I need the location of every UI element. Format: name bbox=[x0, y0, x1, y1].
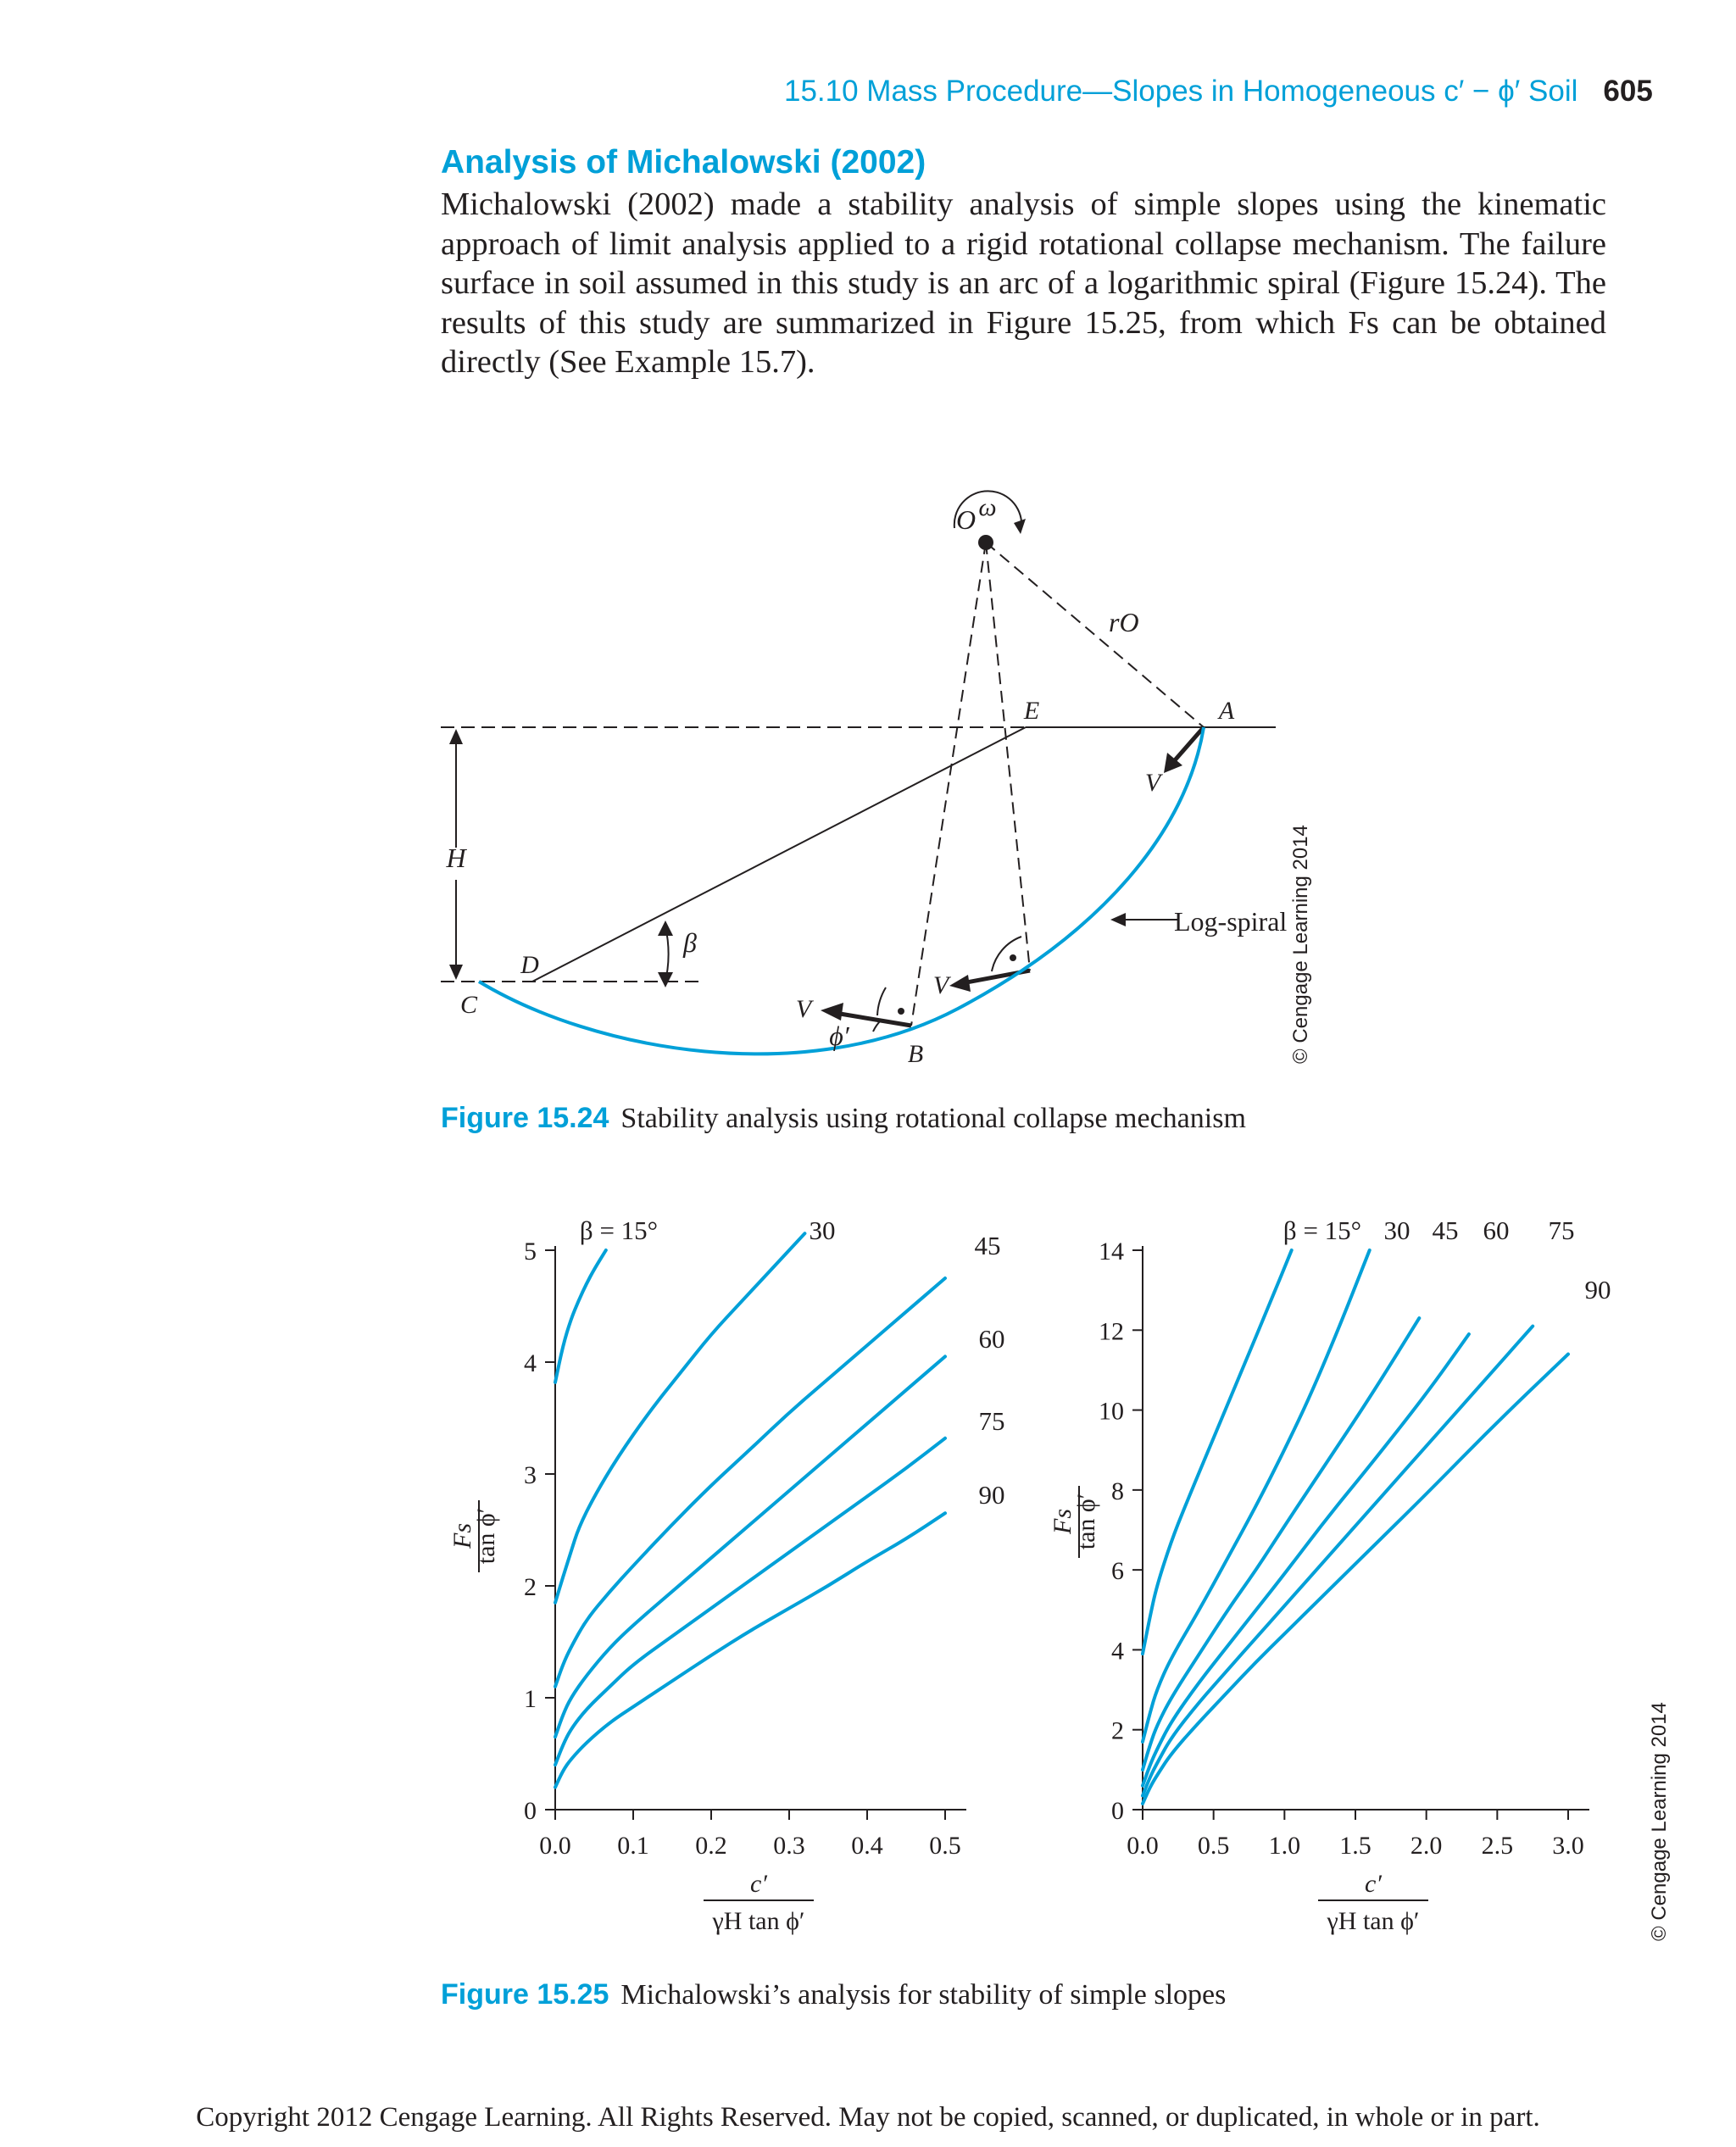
right-series-line-4 bbox=[1143, 1327, 1533, 1796]
label-d: D bbox=[520, 951, 539, 979]
left-series-label-15: β = 15° bbox=[579, 1215, 659, 1245]
right-x-tick-label: 1.5 bbox=[1339, 1832, 1372, 1860]
left-x-label-den: γH tan ϕ′ bbox=[712, 1907, 805, 1935]
left-y-tick-label: 1 bbox=[524, 1685, 537, 1713]
right-y-tick-label: 2 bbox=[1111, 1716, 1124, 1745]
copyright-footer: Copyright 2012 Cengage Learning. All Rights Reserved. May not be copied, scanned, or duplicated, in whole or in part. bbox=[196, 2102, 1540, 2133]
right-y-tick-label: 10 bbox=[1099, 1397, 1124, 1426]
left-x-tick-label: 0.5 bbox=[929, 1832, 961, 1860]
left-x-tick-label: 0.1 bbox=[617, 1832, 649, 1860]
right-series-label-75: 75 bbox=[1548, 1215, 1575, 1245]
right-y-tick-label: 0 bbox=[1111, 1797, 1124, 1825]
left-series-line-4 bbox=[555, 1438, 945, 1765]
left-series-label-60: 60 bbox=[978, 1324, 1005, 1354]
right-x-tick-label: 1.0 bbox=[1268, 1832, 1301, 1860]
right-x-tick-label: 0.0 bbox=[1127, 1832, 1159, 1860]
left-x-tick-label: 0.3 bbox=[773, 1832, 805, 1860]
right-y-label-num: Fs bbox=[1049, 1509, 1077, 1534]
right-series-label-45: 45 bbox=[1432, 1215, 1459, 1245]
fig24-credit: © Cengage Learning 2014 bbox=[1289, 825, 1312, 1064]
left-series-label-45: 45 bbox=[974, 1231, 1001, 1260]
right-y-label-den: tan ϕ′ bbox=[1072, 1493, 1100, 1550]
figure-15-25-caption-text: Michalowski’s analysis for stability of simple slopes bbox=[620, 1979, 1227, 2011]
right-series-label-30: 30 bbox=[1383, 1215, 1410, 1245]
left-y-tick-label: 5 bbox=[524, 1238, 537, 1265]
right-series-label-60: 60 bbox=[1483, 1215, 1510, 1245]
left-y-label-den: tan ϕ′ bbox=[472, 1507, 500, 1565]
left-series-label-90: 90 bbox=[978, 1480, 1005, 1510]
right-y-tick-label: 6 bbox=[1111, 1557, 1124, 1586]
figure-15-24-caption-text: Stability analysis using rotational collapse mechanism bbox=[620, 1103, 1246, 1134]
right-y-tick-label: 4 bbox=[1111, 1637, 1124, 1666]
right-x-tick-label: 2.0 bbox=[1410, 1832, 1443, 1860]
label-b: B bbox=[907, 1040, 924, 1068]
right-y-tick-label: 12 bbox=[1099, 1317, 1124, 1346]
right-y-tick-label: 14 bbox=[1099, 1238, 1124, 1265]
right-x-tick-label: 2.5 bbox=[1481, 1832, 1514, 1860]
left-y-tick-label: 4 bbox=[524, 1349, 537, 1377]
left-x-tick-label: 0.0 bbox=[539, 1832, 571, 1860]
left-series-line-5 bbox=[555, 1513, 945, 1787]
left-series-label-75: 75 bbox=[978, 1406, 1005, 1436]
section-title: 15.10 Mass Procedure—Slopes in Homogeneous c′ − ϕ′ Soil bbox=[784, 75, 1578, 108]
right-chart-ticks bbox=[1099, 1238, 1584, 1860]
body-paragraph: Michalowski (2002) made a stability analysis of simple slopes using the kinematic approach of limit analysis applied to a rigid rotational collapse mechanism. The failure surface in soil assumed in this study is an arc of a logarithmic spiral (Figure 15.24). The results of this study are summarized in Figure 15.25, from which Fs can be obtained directly (See Example 15.7). bbox=[441, 186, 1606, 380]
right-x-label-den: γH tan ϕ′ bbox=[1327, 1907, 1420, 1935]
label-h: H bbox=[446, 843, 466, 873]
left-series-line-3 bbox=[555, 1356, 945, 1737]
label-a: A bbox=[1218, 697, 1235, 725]
label-e: E bbox=[1023, 697, 1040, 725]
label-phi: ϕ′ bbox=[829, 1021, 849, 1051]
label-r0: rO bbox=[1109, 607, 1139, 637]
right-series-label-90: 90 bbox=[1584, 1275, 1611, 1304]
figure-15-24-label: Figure 15.24 bbox=[441, 1102, 609, 1134]
label-v-mid: V bbox=[932, 971, 949, 999]
label-v-a: V bbox=[1144, 769, 1161, 797]
fig25-credit: © Cengage Learning 2014 bbox=[1648, 1702, 1671, 1941]
left-series-line-0 bbox=[555, 1250, 606, 1382]
right-x-label-num: c′ bbox=[1365, 1870, 1382, 1898]
right-series-label-15: β = 15° bbox=[1283, 1215, 1362, 1245]
right-series-line-1 bbox=[1143, 1250, 1370, 1742]
right-x-tick-label: 3.0 bbox=[1552, 1832, 1584, 1860]
label-log-spiral: Log-spiral bbox=[1174, 906, 1288, 937]
left-chart-series bbox=[555, 1233, 945, 1787]
left-series-line-1 bbox=[555, 1233, 804, 1603]
left-x-label-num: c′ bbox=[750, 1870, 767, 1898]
right-x-tick-label: 0.5 bbox=[1197, 1832, 1230, 1860]
page-number: 605 bbox=[1603, 75, 1653, 108]
left-y-tick-label: 3 bbox=[524, 1461, 537, 1489]
label-v-b: V bbox=[795, 995, 812, 1023]
left-y-tick-label: 0 bbox=[524, 1797, 537, 1825]
right-chart-series bbox=[1143, 1250, 1568, 1804]
label-omega: ω bbox=[978, 493, 997, 521]
left-y-label-num: Fs bbox=[448, 1523, 476, 1549]
figure-15-25-label: Figure 15.25 bbox=[441, 1978, 609, 2011]
left-series-label-30: 30 bbox=[809, 1215, 836, 1245]
left-chart-ticks bbox=[524, 1238, 961, 1860]
left-x-tick-label: 0.4 bbox=[851, 1832, 883, 1860]
label-beta: β bbox=[683, 927, 697, 958]
figure-15-25-caption bbox=[441, 1978, 1226, 2011]
right-y-tick-label: 8 bbox=[1111, 1477, 1124, 1505]
label-c: C bbox=[459, 991, 478, 1019]
left-y-tick-label: 2 bbox=[524, 1573, 537, 1601]
label-o-text: O bbox=[956, 504, 976, 535]
left-x-tick-label: 0.2 bbox=[695, 1832, 727, 1860]
section-heading: Analysis of Michalowski (2002) bbox=[441, 144, 926, 181]
